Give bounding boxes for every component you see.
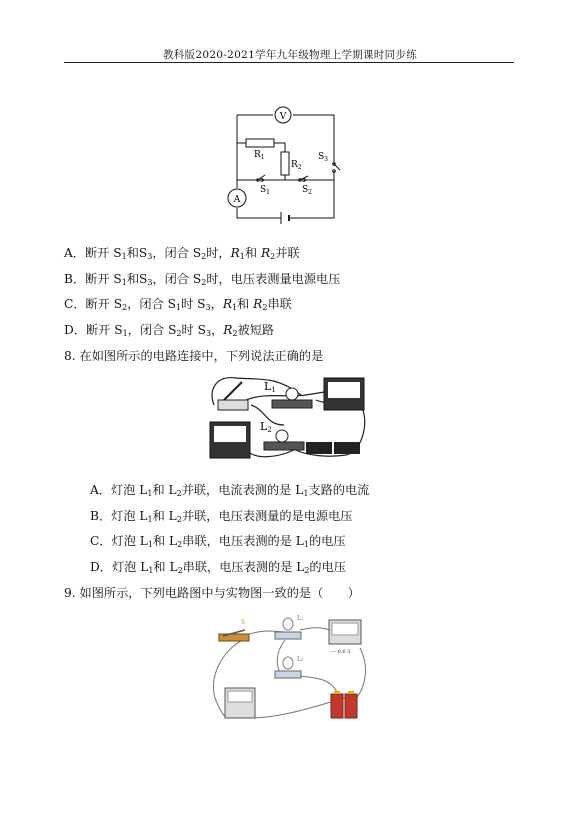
q9-switch-label: S bbox=[241, 619, 246, 626]
q8-bulb-l1 bbox=[272, 388, 312, 408]
q8-option-d: D．灯泡 $L_1$和 $L_2$串联，电压表测的是 $L_2$的电压 bbox=[90, 560, 346, 575]
q8-option-a: A．灯泡 $L_1$和 $L_2$并联，电流表测的是 $L_1$支路的电流 bbox=[90, 483, 370, 498]
header-rule bbox=[64, 62, 514, 63]
q7-option-c: C．断开 $S_2$，闭合 $S_1$时 $S_3$，$R_1$和 $R_2$串联 bbox=[64, 297, 292, 312]
ammeter-label: A bbox=[233, 195, 241, 205]
q8-switch bbox=[218, 382, 248, 410]
battery-symbol bbox=[281, 212, 289, 224]
q9-ammeter bbox=[329, 620, 361, 644]
q7-option-a: A．断开 $S_1$和$S_3$，闭合 $S_2$时，$R_1$和 $R_2$并联 bbox=[64, 246, 300, 261]
s3-label: $S_3$ bbox=[318, 152, 328, 163]
q8-ammeter bbox=[210, 422, 250, 458]
q9-voltmeter bbox=[225, 688, 255, 718]
r2-label: $R_2$ bbox=[291, 160, 302, 171]
s1-label: $S_1$ bbox=[260, 185, 270, 196]
q7-option-b: B．断开 $S_1$和$S_3$，闭合 $S_2$时，电压表测量电源电压 bbox=[64, 272, 341, 287]
q9-meter-scale: — 0.6 3 bbox=[331, 649, 351, 655]
q8-stem: 8. 在如图所示的电路连接中，下列说法正确的是 bbox=[64, 349, 324, 363]
q9-l2-label: L₂ bbox=[297, 656, 304, 663]
q8-option-b: B．灯泡 $L_1$和 $L_2$并联，电压表测量的是电源电压 bbox=[90, 509, 353, 524]
r1-label: $R_1$ bbox=[254, 150, 265, 161]
q9-l1-label: L₁ bbox=[297, 615, 304, 622]
q8-physical-circuit-image bbox=[206, 370, 374, 472]
q9-stem: 9. 如图所示，下列电路图中与实物图一致的是（ ） bbox=[64, 586, 360, 600]
q7-circuit-diagram bbox=[220, 100, 350, 228]
q8-option-c: C．灯泡 $L_1$和 $L_2$串联，电压表测的是 $L_1$的电压 bbox=[90, 534, 346, 549]
q9-physical-circuit-image bbox=[205, 608, 370, 726]
resistor-r1 bbox=[246, 139, 274, 147]
voltmeter-label: V bbox=[279, 112, 287, 122]
q9-battery bbox=[331, 691, 357, 718]
q8-battery bbox=[306, 442, 360, 454]
q7-option-d: D．断开 $S_1$，闭合 $S_2$时 $S_3$，$R_2$被短路 bbox=[64, 323, 275, 338]
q8-l1-label: L1 bbox=[264, 380, 276, 394]
resistor-r2 bbox=[281, 152, 289, 175]
page-header: 教科版2020-2021学年九年级物理上学期课时同步练 bbox=[162, 49, 418, 61]
q8-l2-label: L2 bbox=[260, 420, 272, 434]
s2-label: $S_2$ bbox=[302, 185, 312, 196]
q9-switch bbox=[219, 630, 249, 641]
q8-voltmeter bbox=[324, 378, 364, 410]
